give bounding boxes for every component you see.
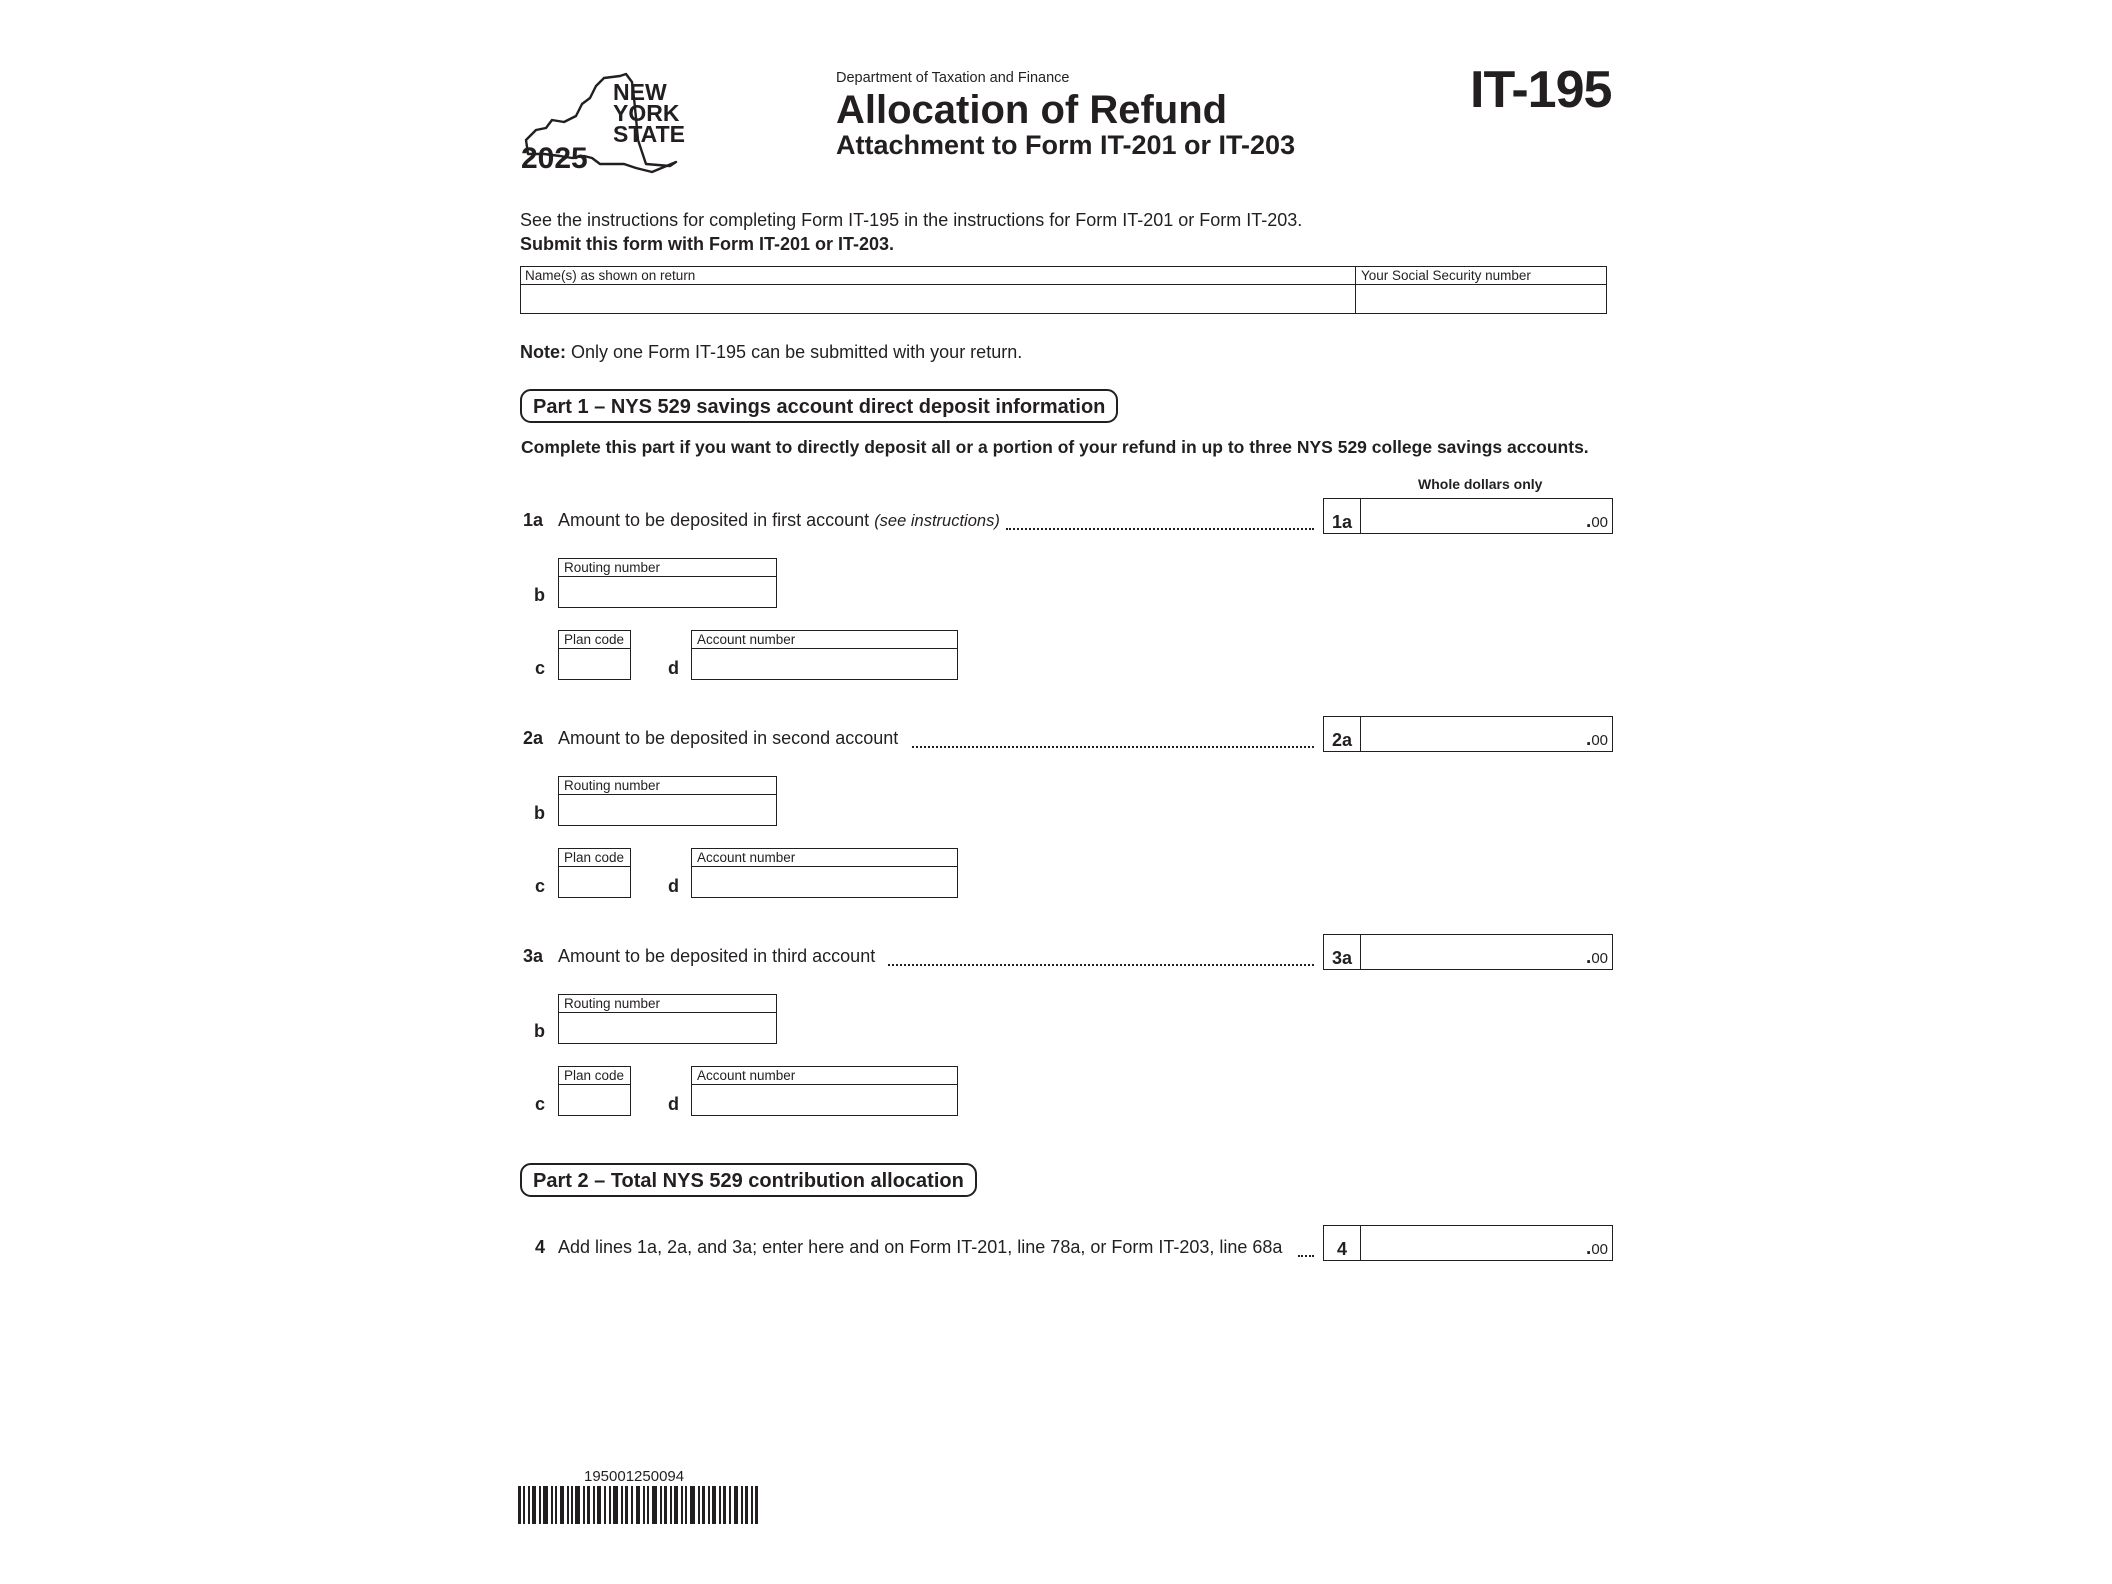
cents-value: 00 <box>1591 1241 1608 1258</box>
decimal-point: . <box>1586 1238 1592 1259</box>
routing-number-label: Routing number <box>564 560 661 575</box>
line-d-label: d <box>668 1094 679 1114</box>
routing-number-label: Routing number <box>564 778 661 793</box>
department-name: Department of Taxation and Finance <box>836 70 1070 86</box>
cents-value: 00 <box>1591 514 1608 531</box>
logo-line: YORK <box>613 100 680 126</box>
decimal-point: . <box>1586 947 1592 968</box>
line-label: Amount to be deposited in second account <box>558 728 899 748</box>
line-b-label: b <box>534 1021 545 1041</box>
dot-leader <box>1006 526 1314 530</box>
line-text <box>558 728 898 749</box>
line-code-box: 4 <box>1323 1225 1361 1261</box>
name-field[interactable] <box>521 285 1354 313</box>
cents-suffix <box>1586 1238 1608 1260</box>
barcode-number: 195001250094 <box>584 1468 685 1485</box>
dot-leader <box>912 744 1314 748</box>
plan-code-field[interactable] <box>558 1066 631 1116</box>
column-divider <box>1355 267 1356 313</box>
line-text <box>558 946 875 967</box>
account-number-label: Account number <box>697 1068 796 1083</box>
account-number-field[interactable] <box>691 630 958 680</box>
dot-leader <box>888 962 1314 966</box>
line-note: (see instructions) <box>874 512 1000 530</box>
plan-code-label: Plan code <box>564 1068 625 1083</box>
form-subtitle: Attachment to Form IT-201 or IT-203 <box>836 130 1296 160</box>
account-number-field[interactable] <box>691 848 958 898</box>
line-c-label: c <box>535 876 546 896</box>
line-b-label: b <box>534 585 545 605</box>
account-number-field[interactable] <box>691 1066 958 1116</box>
line-code-box: 2a <box>1323 716 1361 752</box>
line-d-label: d <box>668 658 679 678</box>
amount-field[interactable] <box>1361 934 1613 970</box>
logo-line: NEW <box>613 79 667 105</box>
whole-dollars-header: Whole dollars only <box>1418 476 1543 492</box>
line-c-label: c <box>535 1094 546 1114</box>
plan-code-label: Plan code <box>564 850 625 865</box>
routing-number-label: Routing number <box>564 996 661 1011</box>
note-label: Note: <box>520 342 566 362</box>
logo-line: STATE <box>613 121 685 147</box>
line-text <box>558 510 1000 531</box>
cents-suffix <box>1586 947 1608 969</box>
ssn-field[interactable] <box>1357 285 1606 313</box>
line-number: 1a <box>523 510 544 530</box>
name-label: Name(s) as shown on return <box>525 268 696 283</box>
cents-suffix <box>1586 511 1608 533</box>
part-1-heading: Part 1 – NYS 529 savings account direct deposit information <box>520 389 1118 423</box>
note-text: Only one Form IT-195 can be submitted with your return. <box>566 342 1023 362</box>
form-title: Allocation of Refund <box>836 88 1228 132</box>
part-1-description: Complete this part if you want to directly deposit all or a portion of your refund in up to three NYS 529 college savings accounts. <box>521 437 1589 457</box>
account-number-label: Account number <box>697 850 796 865</box>
ssn-label: Your Social Security number <box>1361 268 1531 283</box>
total-amount-field[interactable] <box>1361 1225 1613 1261</box>
cents-value: 00 <box>1591 950 1608 967</box>
account-number-label: Account number <box>697 632 796 647</box>
dot-leader <box>1298 1253 1314 1257</box>
decimal-point: . <box>1586 511 1592 532</box>
routing-number-field[interactable] <box>558 994 777 1044</box>
decimal-point: . <box>1586 729 1592 750</box>
line-c-label: c <box>535 658 546 678</box>
plan-code-field[interactable] <box>558 630 631 680</box>
line-b-label: b <box>534 803 545 823</box>
cents-suffix <box>1586 729 1608 751</box>
submit-instruction: Submit this form with Form IT-201 or IT-203. <box>520 234 895 254</box>
line-number: 2a <box>523 728 544 748</box>
barcode-icon <box>518 1486 758 1524</box>
line-label: Amount to be deposited in third account <box>558 946 876 966</box>
routing-number-field[interactable] <box>558 558 777 608</box>
line-label: Amount to be deposited in first account <box>558 510 875 530</box>
line-number: 3a <box>523 946 544 966</box>
logo-wordmark <box>613 79 685 147</box>
line-code-box: 1a <box>1323 498 1361 534</box>
amount-field[interactable] <box>1361 498 1613 534</box>
form-number: IT-195 <box>1470 61 1612 119</box>
plan-code-field[interactable] <box>558 848 631 898</box>
amount-field[interactable] <box>1361 716 1613 752</box>
intro-text: See the instructions for completing Form IT-195 in the instructions for Form IT-201 or Form IT-203. <box>520 210 1303 230</box>
plan-code-label: Plan code <box>564 632 625 647</box>
routing-number-field[interactable] <box>558 776 777 826</box>
line-text: Add lines 1a, 2a, and 3a; enter here and on Form IT-201, line 78a, or Form IT-203, line 68a <box>558 1237 1283 1257</box>
part-2-heading: Part 2 – Total NYS 529 contribution allocation <box>520 1163 977 1197</box>
line-code-box: 3a <box>1323 934 1361 970</box>
tax-year: 2025 <box>521 142 588 175</box>
taxpayer-info-box <box>520 266 1607 314</box>
note <box>520 342 1022 363</box>
cents-value: 00 <box>1591 732 1608 749</box>
line-number: 4 <box>535 1237 546 1257</box>
line-d-label: d <box>668 876 679 896</box>
